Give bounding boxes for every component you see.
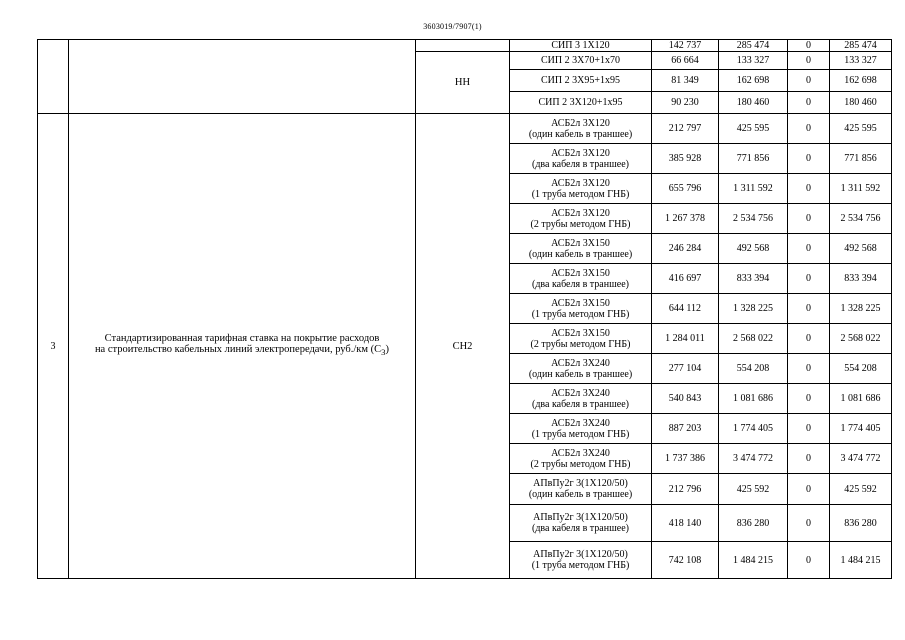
description-cell (69, 114, 416, 579)
value-cell: 1 267 378 (652, 204, 719, 234)
cable-mark: АПвПу2г 3(1Х120/50) (533, 549, 628, 560)
value-cell: 0 (788, 174, 830, 204)
cable-mark: АСБ2л 3Х150 (551, 237, 610, 249)
value-cell: 0 (788, 92, 830, 114)
value-cell: 0 (788, 144, 830, 174)
cable-type-cell: СИП 2 3Х70+1х70 (510, 52, 652, 70)
value-cell: 3 474 772 (830, 444, 892, 474)
value-cell: 0 (788, 52, 830, 70)
value-cell: 1 311 592 (830, 174, 892, 204)
cable-type-cell (510, 444, 652, 474)
value-cell: 0 (788, 354, 830, 384)
voltage-level-cell: СН2 (416, 114, 510, 579)
value-cell: 742 108 (652, 542, 719, 579)
cable-mark: АСБ2л 3Х150 (551, 267, 610, 279)
value-cell: 246 284 (652, 234, 719, 264)
value-cell: 162 698 (719, 70, 788, 92)
value-cell: 180 460 (719, 92, 788, 114)
voltage-cell (416, 40, 510, 52)
cable-laying: (один кабель в траншее) (528, 489, 633, 500)
value-cell: 554 208 (830, 354, 892, 384)
value-cell: 133 327 (719, 52, 788, 70)
value-cell: 1 328 225 (830, 294, 892, 324)
value-cell: 0 (788, 414, 830, 444)
cable-laying: (1 труба методом ГНБ) (531, 560, 630, 571)
cable-laying: (один кабель в траншее) (528, 128, 633, 140)
cable-mark: АСБ2л 3Х120 (551, 207, 610, 219)
value-cell: 425 592 (830, 474, 892, 505)
cable-type-cell (510, 234, 652, 264)
cable-laying: (два кабеля в траншее) (532, 158, 629, 170)
value-cell: 655 796 (652, 174, 719, 204)
value-cell: 0 (788, 384, 830, 414)
cable-laying: (два кабеля в траншее) (532, 398, 629, 410)
value-cell: 1 328 225 (719, 294, 788, 324)
value-cell: 0 (788, 474, 830, 505)
value-cell: 540 843 (652, 384, 719, 414)
value-cell: 1 774 405 (830, 414, 892, 444)
value-cell: 418 140 (652, 505, 719, 542)
description-subscript: 3 (381, 347, 386, 358)
description-text: на строительство кабельных линий электропередачи, руб./км (С (94, 344, 382, 356)
value-cell: 1 081 686 (719, 384, 788, 414)
value-cell: 0 (788, 324, 830, 354)
cable-type-cell (510, 324, 652, 354)
value-cell: 285 474 (719, 40, 788, 52)
table-row (38, 40, 892, 52)
value-cell: 2 568 022 (830, 324, 892, 354)
value-cell: 644 112 (652, 294, 719, 324)
cable-laying: (2 трубы методом ГНБ) (530, 338, 631, 350)
cable-mark: АСБ2л 3Х150 (551, 297, 610, 309)
value-cell: 1 484 215 (719, 542, 788, 579)
value-cell: 81 349 (652, 70, 719, 92)
cable-type-cell (510, 474, 652, 505)
value-cell: 0 (788, 40, 830, 52)
value-cell: 277 104 (652, 354, 719, 384)
cable-mark: АСБ2л 3Х240 (551, 357, 610, 369)
cable-laying: (один кабель в траншее) (528, 368, 633, 380)
cable-mark: АПвПу2г 3(1Х120/50) (533, 512, 628, 523)
value-cell: 425 595 (719, 114, 788, 144)
value-cell: 2 534 756 (830, 204, 892, 234)
value-cell: 212 796 (652, 474, 719, 505)
value-cell: 833 394 (830, 264, 892, 294)
value-cell: 142 737 (652, 40, 719, 52)
cable-mark: АПвПу2г 3(1Х120/50) (533, 478, 628, 489)
cable-laying: (2 трубы методом ГНБ) (530, 458, 631, 470)
cable-type-cell (510, 294, 652, 324)
value-cell: 887 203 (652, 414, 719, 444)
value-cell: 162 698 (830, 70, 892, 92)
cable-type-cell (510, 354, 652, 384)
cable-mark: АСБ2л 3Х120 (551, 147, 610, 159)
cable-type-cell (510, 174, 652, 204)
value-cell: 554 208 (719, 354, 788, 384)
table-row (38, 114, 892, 144)
cable-type-cell: СИП 2 3Х120+1х95 (510, 92, 652, 114)
value-cell: 0 (788, 234, 830, 264)
value-cell: 66 664 (652, 52, 719, 70)
value-cell: 90 230 (652, 92, 719, 114)
value-cell: 0 (788, 70, 830, 92)
value-cell: 425 592 (719, 474, 788, 505)
cable-laying: (1 труба методом ГНБ) (531, 188, 630, 200)
value-cell: 3 474 772 (719, 444, 788, 474)
value-cell: 492 568 (830, 234, 892, 264)
cable-mark: АСБ2л 3Х150 (551, 327, 610, 339)
value-cell: 0 (788, 204, 830, 234)
value-cell: 416 697 (652, 264, 719, 294)
value-cell: 285 474 (830, 40, 892, 52)
value-cell: 0 (788, 444, 830, 474)
cable-mark: АСБ2л 3Х240 (551, 447, 610, 459)
value-cell: 1 284 011 (652, 324, 719, 354)
cable-type-cell (510, 505, 652, 542)
index-cell (38, 40, 69, 114)
voltage-level-cell: НН (416, 52, 510, 114)
cable-type-cell (510, 384, 652, 414)
cable-type-cell (510, 144, 652, 174)
cable-type-cell (510, 204, 652, 234)
index-cell: 3 (38, 114, 69, 579)
cable-laying: (два кабеля в траншее) (532, 278, 629, 290)
value-cell: 425 595 (830, 114, 892, 144)
cable-type-cell: СИП 3 1Х120 (510, 40, 652, 52)
value-cell: 1 737 386 (652, 444, 719, 474)
description-line-1: Стандартизированная тарифная ставка на покрытие расходов (104, 333, 380, 345)
cable-laying: (1 труба методом ГНБ) (531, 428, 630, 440)
value-cell: 833 394 (719, 264, 788, 294)
value-cell: 2 568 022 (719, 324, 788, 354)
cable-type-cell (510, 414, 652, 444)
description-close-paren: ) (385, 344, 390, 356)
value-cell: 492 568 (719, 234, 788, 264)
value-cell: 180 460 (830, 92, 892, 114)
cable-laying: (1 труба методом ГНБ) (531, 308, 630, 320)
value-cell: 1 081 686 (830, 384, 892, 414)
cable-mark: АСБ2л 3Х120 (551, 177, 610, 189)
description-line-2 (71, 344, 413, 358)
cable-mark: АСБ2л 3Х240 (551, 417, 610, 429)
value-cell: 1 774 405 (719, 414, 788, 444)
cable-laying: (один кабель в траншее) (528, 248, 633, 260)
cable-type-cell (510, 114, 652, 144)
value-cell: 212 797 (652, 114, 719, 144)
value-cell: 0 (788, 542, 830, 579)
description-cell (69, 40, 416, 114)
value-cell: 0 (788, 114, 830, 144)
value-cell: 836 280 (719, 505, 788, 542)
value-cell: 2 534 756 (719, 204, 788, 234)
cable-type-cell (510, 542, 652, 579)
cable-laying: (два кабеля в траншее) (532, 523, 629, 534)
cable-laying: (2 трубы методом ГНБ) (530, 218, 631, 230)
value-cell: 0 (788, 264, 830, 294)
value-cell: 836 280 (830, 505, 892, 542)
tariff-table (37, 39, 892, 579)
value-cell: 1 484 215 (830, 542, 892, 579)
cable-mark: АСБ2л 3Х120 (551, 117, 610, 129)
value-cell: 133 327 (830, 52, 892, 70)
value-cell: 0 (788, 505, 830, 542)
value-cell: 771 856 (830, 144, 892, 174)
cable-type-cell: СИП 2 3Х95+1х95 (510, 70, 652, 92)
cable-mark: АСБ2л 3Х240 (551, 387, 610, 399)
cable-type-cell (510, 264, 652, 294)
value-cell: 0 (788, 294, 830, 324)
value-cell: 1 311 592 (719, 174, 788, 204)
value-cell: 385 928 (652, 144, 719, 174)
document-id: 3603019/7907(1) (423, 22, 482, 31)
value-cell: 771 856 (719, 144, 788, 174)
